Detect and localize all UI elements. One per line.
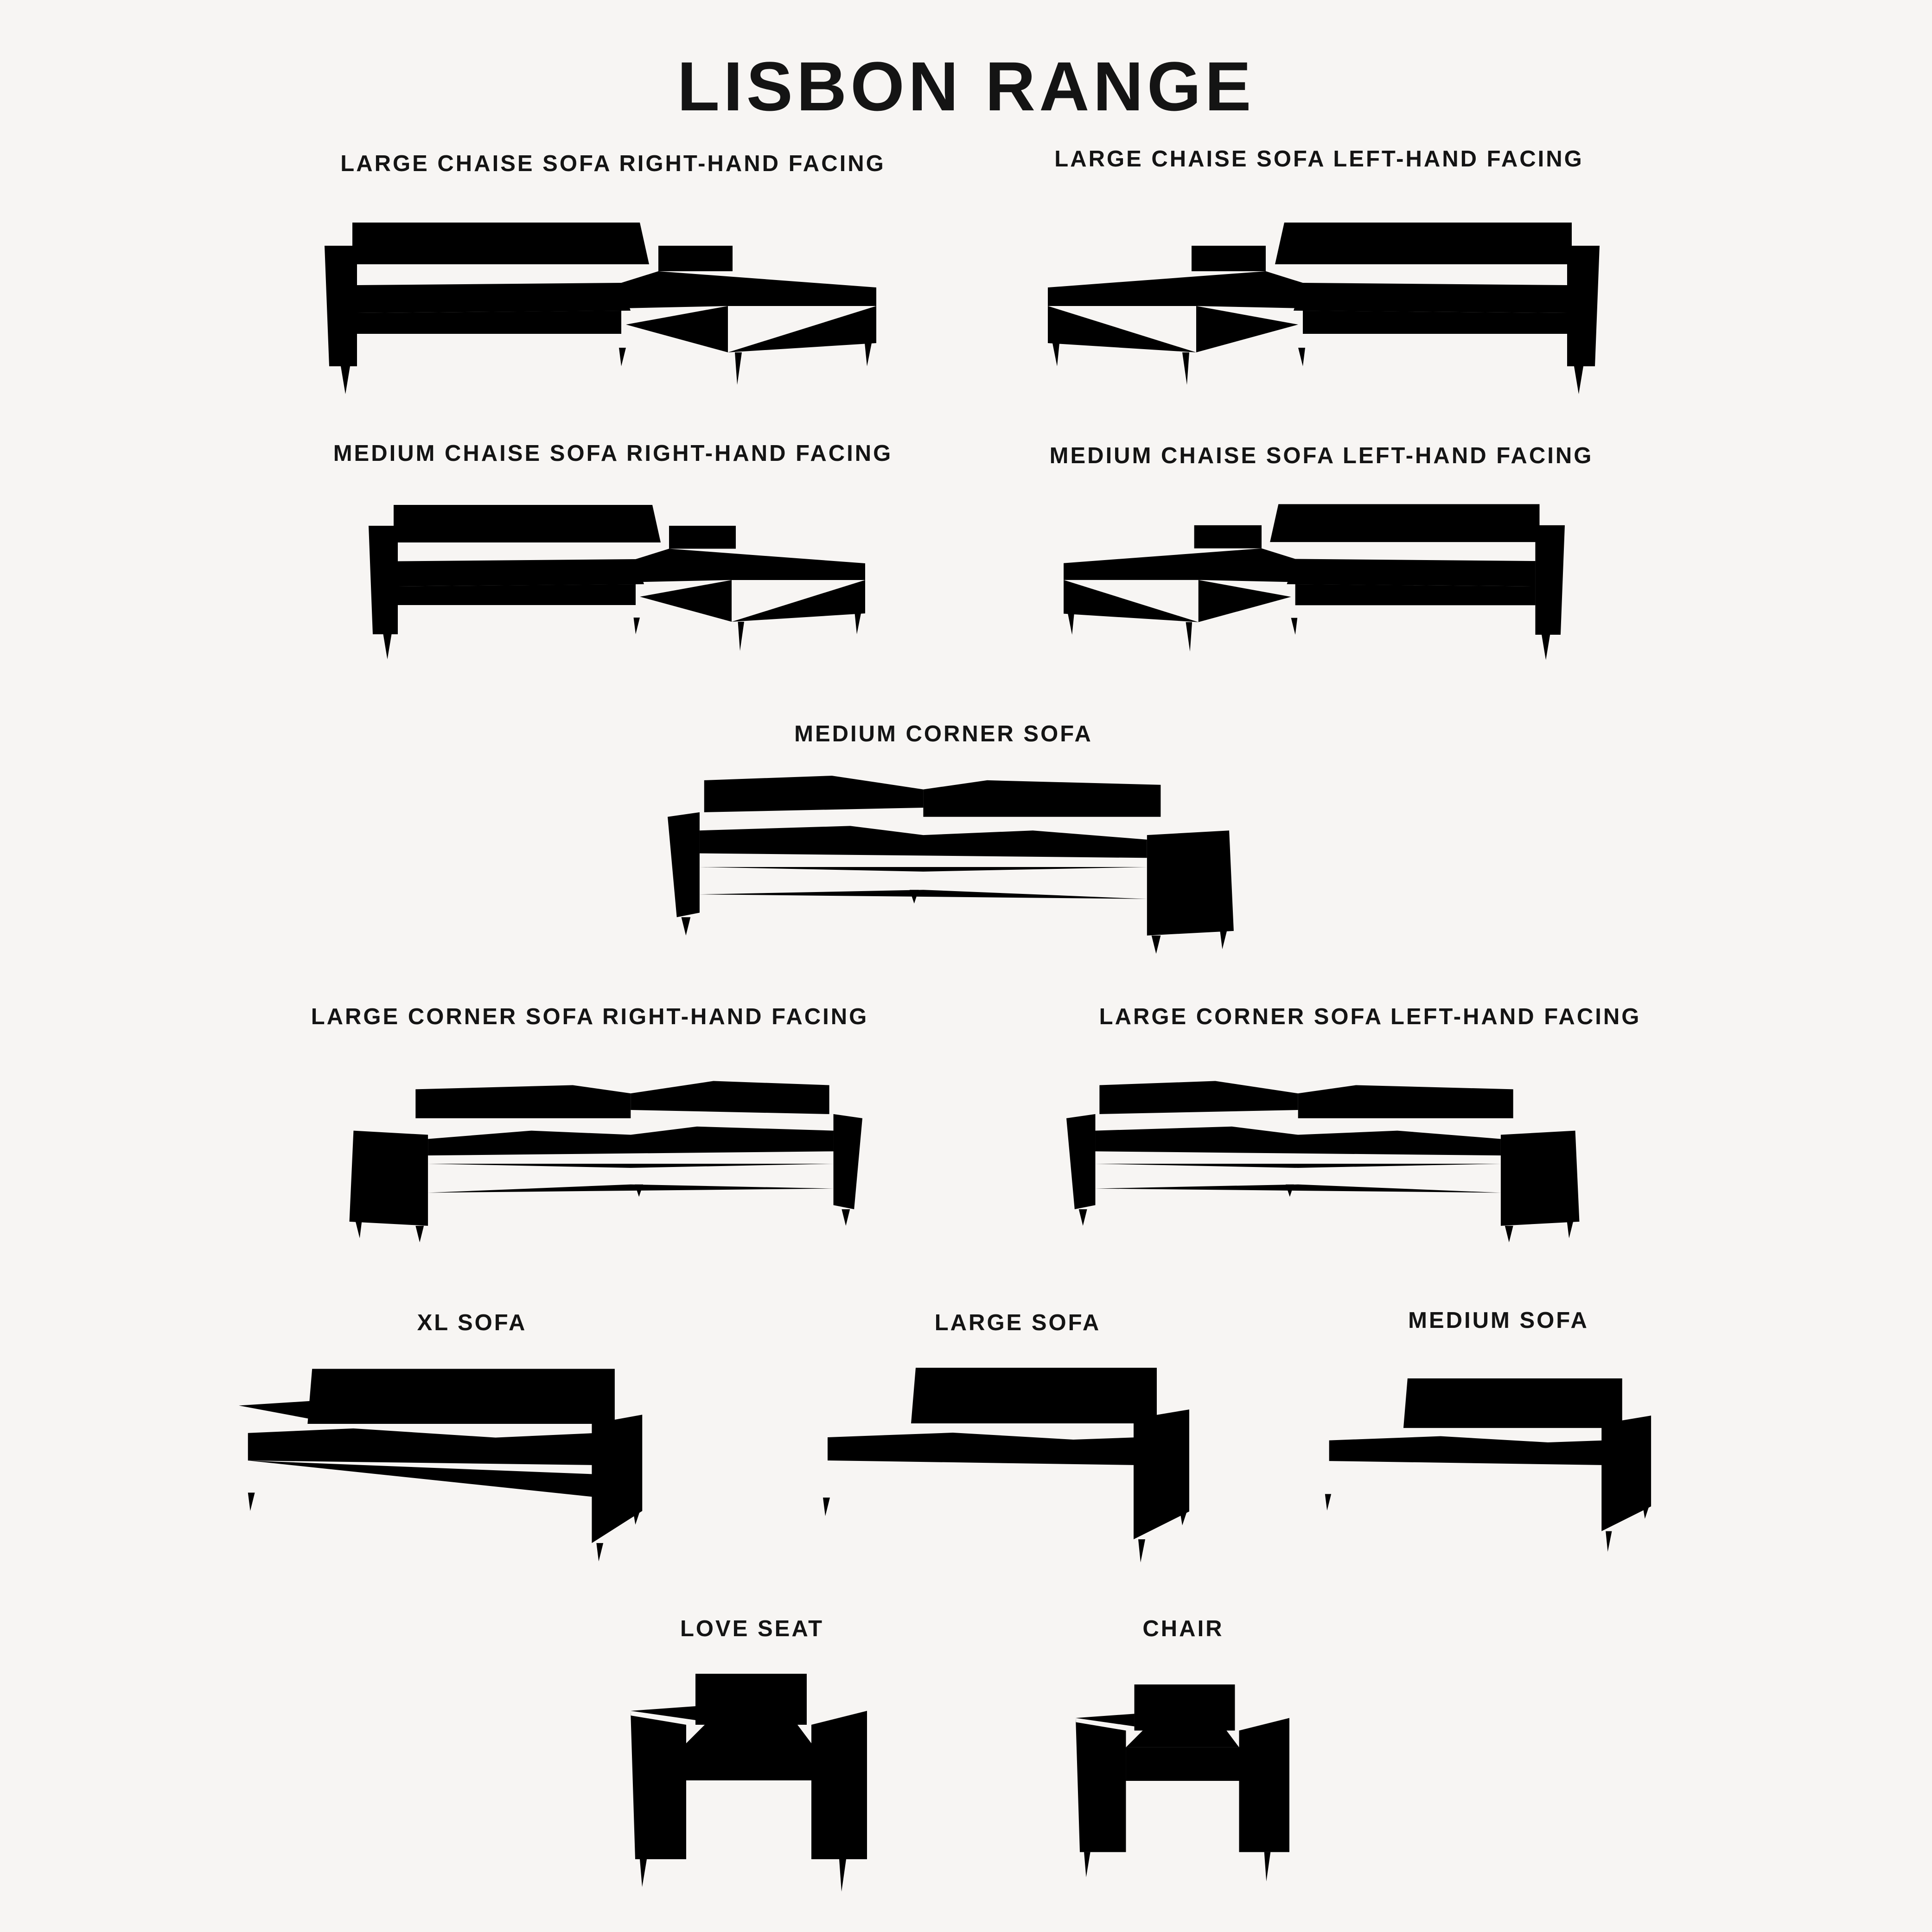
page-title: LISBON RANGE xyxy=(677,47,1255,125)
product-label: LARGE CORNER SOFA RIGHT-HAND FACING xyxy=(311,1004,869,1029)
product-label: MEDIUM CORNER SOFA xyxy=(794,721,1093,746)
sofa-illustration xyxy=(325,1066,862,1261)
sofa-illustration xyxy=(668,760,1261,974)
sofa-illustration xyxy=(1043,209,1600,403)
sofa-illustration xyxy=(239,1358,651,1572)
product-label: XL SOFA xyxy=(417,1310,527,1335)
sofa-illustration xyxy=(1317,1358,1655,1572)
product-label: MEDIUM CHAISE SOFA LEFT-HAND FACING xyxy=(1049,443,1594,468)
sofa-illustration xyxy=(369,482,869,686)
product-label: LARGE CHAISE SOFA LEFT-HAND FACING xyxy=(1054,147,1584,172)
product-label: LOVE SEAT xyxy=(680,1616,824,1641)
product-label: MEDIUM SOFA xyxy=(1408,1308,1589,1333)
product-label: MEDIUM CHAISE SOFA RIGHT-HAND FACING xyxy=(333,441,893,466)
product-label: LARGE SOFA xyxy=(934,1310,1101,1335)
product-label: CHAIR xyxy=(1142,1616,1224,1641)
sofa-illustration xyxy=(1066,1066,1604,1261)
product-label: LARGE CORNER SOFA LEFT-HAND FACING xyxy=(1099,1004,1641,1029)
sofa-illustration xyxy=(325,209,881,403)
sofa-illustration xyxy=(1059,482,1565,686)
sofa-illustration xyxy=(814,1358,1194,1572)
product-label: LARGE CHAISE SOFA RIGHT-HAND FACING xyxy=(340,151,886,176)
sofa-illustration xyxy=(631,1669,872,1901)
sofa-illustration xyxy=(1076,1669,1294,1901)
